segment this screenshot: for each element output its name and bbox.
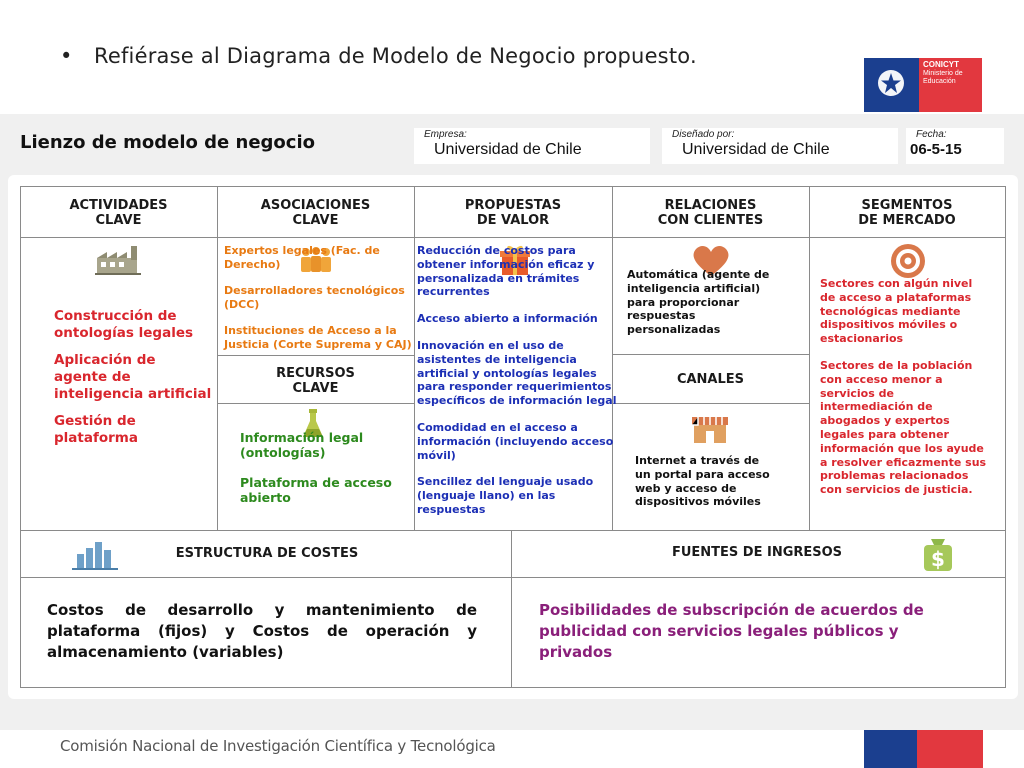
recursos-header [217, 366, 414, 396]
fecha-box [906, 128, 1004, 164]
segmentos-header [809, 198, 1005, 228]
logo-red-panel [919, 58, 982, 112]
grid-line-v2 [414, 186, 415, 531]
slide-bullet-text: Refiérase al Diagrama de Modelo de Negocio propuesto. [94, 44, 697, 68]
grid-line-v5 [511, 530, 512, 688]
asociaciones-header-l2: CLAVE [292, 213, 339, 228]
segmentos-header-l1: SEGMENTOS [861, 198, 953, 213]
svg-text:$: $ [931, 547, 945, 571]
footer-red-bar [917, 730, 983, 768]
costes-content: Costos de desarrollo y mantenimiento de plataforma (fijos) y Costos de operación y almacenamiento (variables) [47, 601, 477, 661]
grid-line-right [1005, 186, 1006, 688]
grid-line-top [20, 186, 1006, 187]
canales-header: CANALES [676, 372, 745, 387]
actividades-header [20, 198, 217, 228]
conicyt-logo [864, 58, 982, 112]
empresa-label: Empresa: [424, 129, 467, 140]
actividades-content [54, 308, 212, 447]
logo-name: CONICYT [923, 60, 959, 69]
recursos-item: Plataforma de acceso abierto [240, 475, 392, 505]
asociaciones-item: Instituciones de Acceso a la Justicia (Corte Suprema y CAJ) [224, 324, 412, 351]
asociaciones-header-l1: ASOCIACIONES [260, 198, 371, 213]
actividades-item: Gestión de plataforma [54, 413, 138, 446]
target-icon [889, 242, 927, 280]
grid-line-v1 [217, 186, 218, 531]
actividades-item: Construcción de ontologías legales [54, 308, 194, 341]
store-icon [690, 413, 730, 445]
logo-subtitle-2: Educación [923, 78, 956, 85]
grid-line-canales-header [612, 403, 809, 404]
disenado-box [662, 128, 898, 164]
grid-line-left [20, 186, 21, 688]
propuestas-item: Sencillez del lenguaje usado (lenguaje llano) en las respuestas [417, 475, 594, 516]
asociaciones-item: Expertos legales (Fac. de Derecho) [224, 244, 380, 271]
propuestas-header-l2: DE VALOR [476, 213, 550, 228]
segmentos-item: Sectores de la población con acceso menor a servicios de intermediación de abogados y expertos legales para obtener información que los ayude a resolver eficazmente sus problemas relacionados con servicios de justicia. [820, 358, 987, 497]
disenado-label: Diseñado por: [672, 129, 735, 140]
propuestas-item: Reducción de costos para obtener información eficaz y personalizada en trámites recurrentes [417, 244, 595, 299]
grid-line-recursos-header [217, 403, 414, 404]
grid-line-v4 [809, 186, 810, 531]
relaciones-content: Automática (agente de inteligencia artificial) para proporcionar respuestas personalizadas [627, 268, 770, 337]
propuestas-content [417, 244, 621, 517]
segmentos-item: Sectores con algún nivel de acceso a plataformas tecnológicas mediante dispositivos móviles o estacionarios [820, 277, 973, 346]
grid-line-recursos-top [217, 355, 414, 356]
canales-content: Internet a través de un portal para acceso web y acceso de dispositivos móviles [635, 454, 770, 509]
costes-header: ESTRUCTURA DE COSTES [175, 546, 359, 561]
fecha-label: Fecha: [916, 129, 947, 140]
ingresos-header: FUENTES DE INGRESOS [671, 545, 843, 560]
propuestas-item: Acceso abierto a información [417, 312, 598, 326]
canvas-title: Lienzo de modelo de negocio [20, 132, 315, 153]
empresa-box [414, 128, 650, 164]
footer-text: Comisión Nacional de Investigación Científica y Tecnológica [60, 737, 496, 755]
relaciones-header-l2: CON CLIENTES [657, 213, 764, 228]
fecha-value: 06-5-15 [910, 141, 962, 158]
grid-line-header [20, 237, 1006, 238]
propuestas-header [414, 198, 612, 228]
relaciones-header-l1: RELACIONES [664, 198, 757, 213]
segmentos-header-l2: DE MERCADO [858, 213, 956, 228]
recursos-header-l2: CLAVE [292, 381, 339, 396]
grid-line-bottom [20, 687, 1006, 688]
bar-chart-icon [72, 540, 118, 570]
asociaciones-item: Desarrolladores tecnológicos (DCC) [224, 284, 405, 311]
actividades-item: Aplicación de agente de inteligencia artificial [54, 352, 212, 402]
propuestas-item: Innovación en el uso de asistentes de inteligencia artificial y ontologías legales para responder requerimientos específicos de información legal [417, 338, 617, 408]
logo-subtitle-1: Ministerio de [923, 70, 963, 77]
grid-line-mid [20, 530, 1006, 531]
propuestas-header-l1: PROPUESTAS [464, 198, 562, 213]
logo-blue-panel [864, 58, 919, 112]
actividades-header-l1: ACTIVIDADES [69, 198, 168, 213]
money-bag-icon [921, 537, 955, 573]
relaciones-header [612, 198, 809, 228]
factory-icon [95, 244, 143, 276]
bullet-dot: • [60, 44, 73, 68]
actividades-header-l2: CLAVE [95, 213, 142, 228]
ingresos-content: Posibilidades de subscripción de acuerdos de publicidad con servicios legales públicos y privados [539, 601, 924, 661]
grid-line-canales-top [612, 354, 809, 355]
segmentos-content [820, 277, 990, 497]
footer-blue-bar [864, 730, 917, 768]
recursos-content [240, 430, 400, 505]
asociaciones-header [217, 198, 414, 228]
empresa-value: Universidad de Chile [434, 141, 582, 158]
recursos-item: Información legal (ontologías) [240, 430, 364, 460]
propuestas-item: Comodidad en el acceso a información (incluyendo acceso móvil) [417, 420, 614, 462]
chile-coat-of-arms-icon [876, 68, 906, 98]
asociaciones-content [224, 244, 412, 352]
grid-line-bottom-header [20, 577, 1006, 578]
disenado-value: Universidad de Chile [682, 141, 830, 158]
recursos-header-l1: RECURSOS [276, 366, 355, 381]
